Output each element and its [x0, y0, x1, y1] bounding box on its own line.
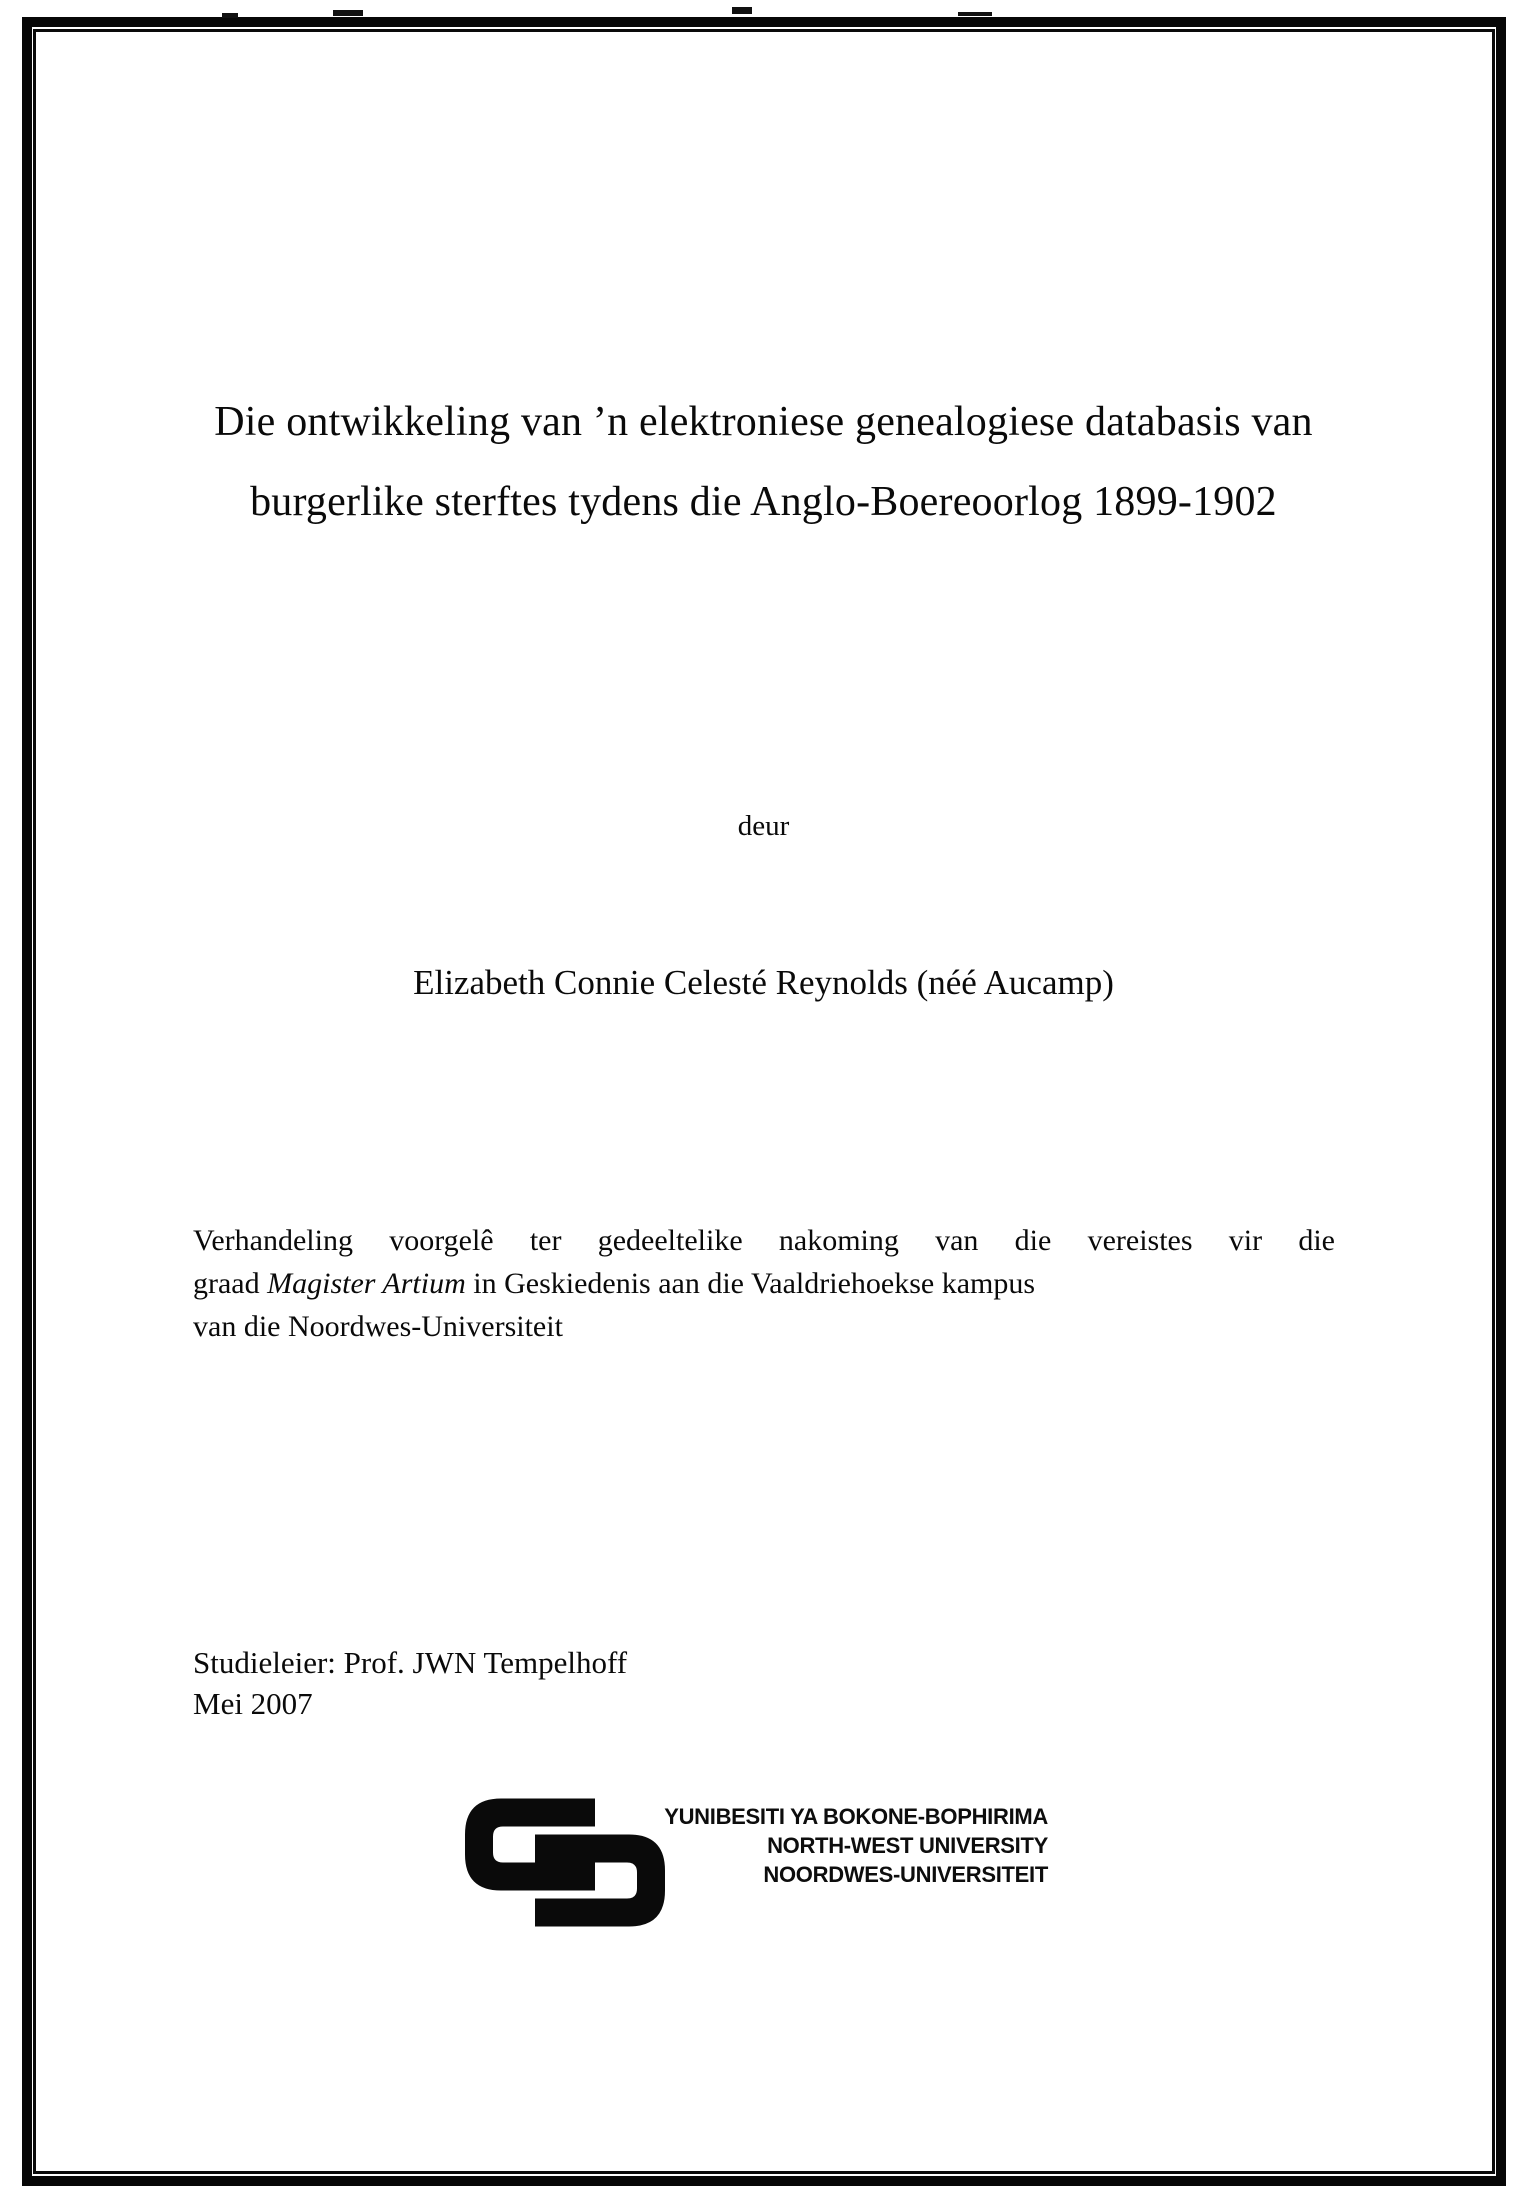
logo-text-afrikaans: NOORDWES-UNIVERSITEIT [763, 1862, 1048, 1887]
nwu-logo-mark [465, 1797, 665, 1928]
author-name: Elizabeth Connie Celesté Reynolds (néé Aucamp) [413, 963, 1114, 1002]
scan-artifact [958, 12, 992, 16]
supervisor-line: Studieleier: Prof. JWN Tempelhoff [193, 1645, 628, 1680]
thesis-title-line1: Die ontwikkeling van ’n elektroniese genealogiese databasis van [214, 399, 1313, 445]
degree-description-line2-pre: graad [193, 1267, 268, 1300]
scan-artifact [732, 7, 752, 14]
supervisor-block [193, 1642, 627, 1724]
thesis-title [90, 382, 1437, 542]
degree-description-line1: Verhandeling voorgelê ter gedeeltelike nakoming van die vereistes vir die [193, 1224, 1335, 1257]
degree-description-line2-post: in Geskiedenis aan die Vaaldriehoekse kampus [465, 1267, 1036, 1300]
university-logo-text [664, 1802, 1048, 1889]
degree-description-line2 [193, 1262, 1335, 1305]
byline: deur [737, 810, 790, 842]
date-line: Mei 2007 [193, 1686, 313, 1721]
thesis-title-line2: burgerlike sterftes tydens die Anglo-Boereoorlog 1899-1902 [250, 479, 1277, 525]
scan-artifact [333, 10, 363, 16]
degree-description-line3: van die Noordwes-Universiteit [193, 1310, 563, 1343]
degree-name: Magister Artium [267, 1267, 466, 1300]
logo-text-english: NORTH-WEST UNIVERSITY [767, 1833, 1048, 1858]
scan-artifact [222, 13, 238, 18]
degree-description [193, 1219, 1335, 1348]
logo-text-setswana: YUNIBESITI YA BOKONE-BOPHIRIMA [664, 1804, 1048, 1829]
